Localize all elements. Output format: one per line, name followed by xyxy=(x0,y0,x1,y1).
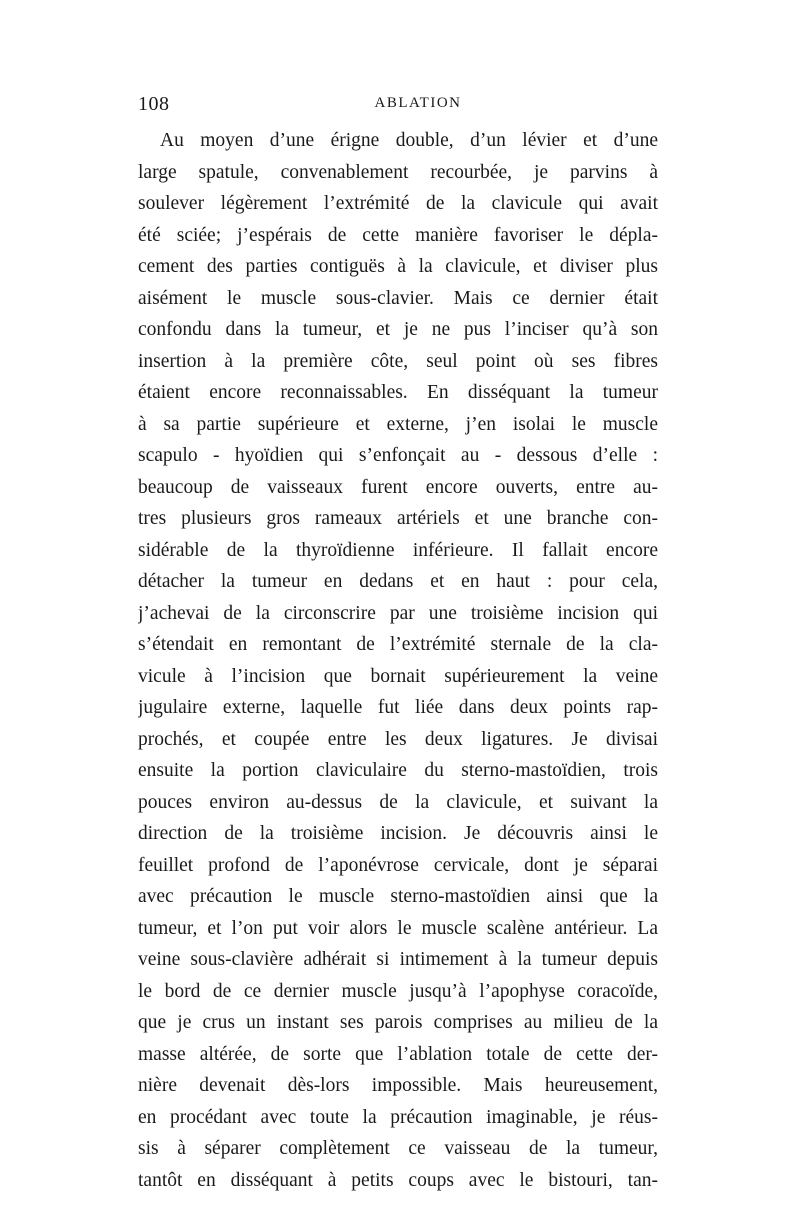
text-line: étaient encore reconnaissables. En disséquant la tumeur xyxy=(138,382,658,403)
text-line: j’achevai de la circonscrire par une troisième incision qui xyxy=(138,602,658,624)
body-text xyxy=(138,125,658,1196)
text-line: Au moyen d’une érigne double, d’un lévier et d’une xyxy=(160,130,658,151)
text-line: ensuite la portion claviculaire du sterno-mastoïdien, trois xyxy=(138,760,658,781)
text-line: confondu dans la tumeur, et je ne pus l’inciser qu’à son xyxy=(138,319,658,340)
text-line: feuillet profond de l’aponévrose cervicale, dont je séparai xyxy=(138,854,658,876)
text-line: soulever légèrement l’extrémité de la clavicule qui avait xyxy=(138,193,658,214)
text-line: avec précaution le muscle sterno-mastoïdien ainsi que la xyxy=(138,886,658,907)
text-line: tres plusieurs gros rameaux artériels et une branche con- xyxy=(138,508,658,529)
text-line: vicule à l’incision que bornait supérieurement la veine xyxy=(138,665,658,687)
text-line: s’étendait en remontant de l’extrémité sternale de la cla- xyxy=(138,634,658,655)
running-title: ABLATION xyxy=(374,95,462,111)
text-line: été sciée; j’espérais de cette manière favoriser le dépla- xyxy=(138,224,658,246)
text-line: à sa partie supérieure et externe, j’en isolai le muscle xyxy=(138,413,658,435)
running-head xyxy=(138,93,658,119)
page-number: 108 xyxy=(138,93,170,115)
text-line: que je crus un instant ses parois comprises au milieu de la xyxy=(138,1012,658,1033)
text-line: détacher la tumeur en dedans et en haut : pour cela, xyxy=(138,571,658,592)
text-line: large spatule, convenablement recourbée, je parvins à xyxy=(138,161,658,183)
text-line: beaucoup de vaisseaux furent encore ouverts, entre au- xyxy=(138,476,658,498)
text-line: jugulaire externe, laquelle fut liée dans deux points rap- xyxy=(138,697,658,718)
text-line: tantôt en disséquant à petits coups avec le bistouri, tan- xyxy=(138,1169,658,1191)
text-line: prochés, et coupée entre les deux ligatures. Je divisai xyxy=(138,728,658,750)
text-line: veine sous-clavière adhérait si intimement à la tumeur depuis xyxy=(138,949,658,970)
text-line: direction de la troisième incision. Je découvris ainsi le xyxy=(138,823,658,844)
text-line: insertion à la première côte, seul point où ses fibres xyxy=(138,350,658,372)
text-line: le bord de ce dernier muscle jusqu’à l’apophyse coracoïde, xyxy=(138,980,658,1002)
text-line: sis à séparer complètement ce vaisseau de la tumeur, xyxy=(138,1138,658,1159)
text-line: pouces environ au-dessus de la clavicule, et suivant la xyxy=(138,791,658,813)
text-line: cement des parties contiguës à la clavicule, et diviser plus xyxy=(138,256,658,277)
text-line: masse altérée, de sorte que l’ablation totale de cette der- xyxy=(138,1043,658,1065)
text-line: en procédant avec toute la précaution imaginable, je réus- xyxy=(138,1106,658,1128)
text-line: aisément le muscle sous-clavier. Mais ce dernier était xyxy=(138,287,658,309)
text-line: tumeur, et l’on put voir alors le muscle scalène antérieur. La xyxy=(138,917,658,939)
text-line: nière devenait dès-lors impossible. Mais heureusement, xyxy=(138,1075,658,1096)
text-line: scapulo - hyoïdien qui s’enfonçait au - dessous d’elle : xyxy=(138,445,658,466)
text-line: sidérable de la thyroïdienne inférieure. Il fallait encore xyxy=(138,539,658,561)
